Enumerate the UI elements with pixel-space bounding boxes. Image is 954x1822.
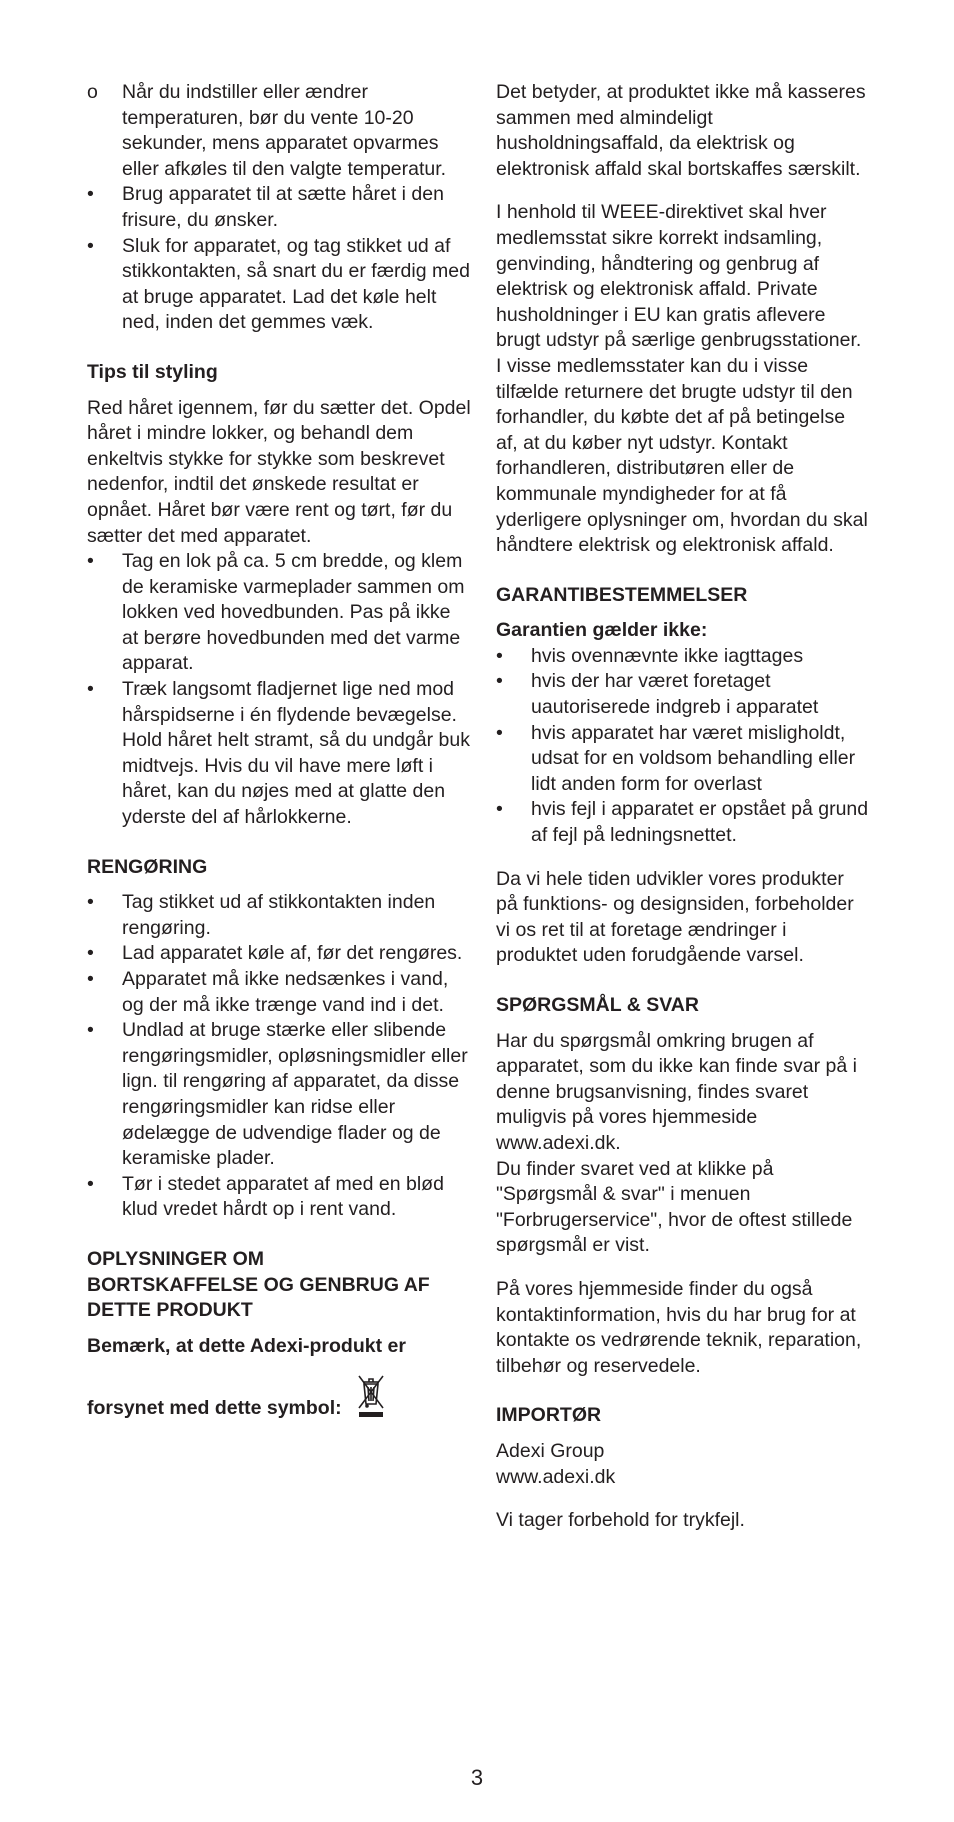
weee-paragraph: I henhold til WEEE-direktivet skal hver medlemsstat sikre korrekt indsamling, genvinding, håndtering og genbrug af elektrisk og elektronisk affald. Private husholdninger i EU kan gratis aflevere brugt udstyr på særlige genbrugsstationer. I visse medlemsstater kan du i visse tilfælde returnere det brugte udstyr til den forhandler, du købte det af på betingelse af, at du køber nyt udstyr. Kontakt forhandleren, distributøren eller de kommunale myndigheder for at få yderligere oplysninger om, hvordan du skal håndtere elektrisk og elektronisk affald. bbox=[496, 201, 868, 557]
importer-url: www.adexi.dk bbox=[496, 1465, 616, 1488]
bullet: • bbox=[87, 550, 94, 573]
importer-heading: IMPORTØR bbox=[496, 1404, 602, 1427]
disposal-heading-line: OPLYSNINGER OM bbox=[87, 1247, 264, 1270]
intro-list bbox=[87, 80, 472, 336]
warranty-subheading: Garantien gælder ikke: bbox=[496, 619, 708, 642]
bullet: • bbox=[87, 942, 94, 965]
faq-paragraph: På vores hjemmeside finder du også kontaktinformation, hvis du har brug for at kontakte os vedrørende teknik, reparation, tilbehør og reservedele. bbox=[496, 1277, 862, 1377]
list-item-text: hvis apparatet har været misligholdt, udsat for en voldsom behandling eller lidt anden form for overlast bbox=[531, 721, 856, 795]
cleaning-list bbox=[87, 890, 472, 1223]
list-item-text: Lad apparatet køle af, før det rengøres. bbox=[122, 942, 463, 965]
list-item-text: Sluk for apparatet, og tag stikket ud af stikkontakten, så snart du er færdig med at bruge apparatet. Lad det køle helt ned, inden det gemmes væk. bbox=[122, 234, 470, 334]
bullet: • bbox=[87, 183, 94, 206]
bullet: • bbox=[496, 644, 503, 667]
left-column bbox=[87, 80, 472, 1421]
list-item-text: Tør i stedet apparatet af med en blød klud vredet hårdt op i rent vand. bbox=[122, 1172, 444, 1221]
list-item-text: Træk langsomt fladjernet lige ned mod hårspidserne i én flydende bevægelse. Hold håret helt stramt, så du undgår buk midtvejs. Hvis du vil have mere løft i håret, kan du nøjes med at glatte den yderste del af hårlokkerne. bbox=[122, 678, 470, 829]
styling-paragraph: Red håret igennem, før du sætter det. Opdel håret i mindre lokker, og behandl dem enkeltvis stykke for stykke som beskrevet nedenfor, indtil det ønskede resultat er opnået. Håret bør være rent og tørt, før du sætter det med apparatet. bbox=[87, 396, 471, 547]
list-item bbox=[87, 549, 472, 677]
list-item bbox=[87, 1018, 472, 1172]
list-item bbox=[496, 797, 871, 848]
disposal-note: Bemærk, at dette Adexi-produkt er bbox=[87, 1334, 406, 1357]
list-item-text: Tag stikket ud af stikkontakten inden rengøring. bbox=[122, 891, 436, 939]
bullet: • bbox=[87, 678, 94, 701]
cleaning-heading: RENGØRING bbox=[87, 855, 208, 878]
list-item-text: Undlad at bruge stærke eller slibende rengøringsmidler, opløsningsmidler eller lign. til rengøring af apparatet, da disse rengøringsmidler kan ridse eller ødelægge de udvendige flader og de keramiske plader. bbox=[122, 1019, 468, 1170]
disposal-heading-line: BORTSKAFFELSE OG GENBRUG AF bbox=[87, 1273, 430, 1296]
disposal-paragraph: Det betyder, at produktet ikke må kasseres sammen med almindeligt husholdningsaffald, da elektrisk og elektronisk affald skal bortskaffes særskilt. bbox=[496, 81, 866, 180]
list-item-text: Når du indstiller eller ændrer temperaturen, bør du vente 10-20 sekunder, mens apparatet opvarmes eller afkøles til den valgte temperatur. bbox=[122, 81, 447, 180]
list-item bbox=[87, 677, 472, 831]
bullet: • bbox=[87, 1172, 94, 1195]
importer-name: Adexi Group bbox=[496, 1439, 605, 1462]
page-number: 3 bbox=[470, 1765, 484, 1790]
list-item-text: hvis fejl i apparatet er opstået på grund af fejl på ledningsnettet. bbox=[531, 798, 869, 847]
warranty-paragraph: Da vi hele tiden udvikler vores produkter på funktions- og designsiden, forbeholder vi os ret til at foretage ændringer i produktet uden forudgående varsel. bbox=[496, 867, 854, 967]
bullet: o bbox=[87, 81, 98, 103]
crossed-out-wheelie-bin-icon bbox=[356, 1373, 386, 1419]
bullet: • bbox=[87, 1019, 94, 1042]
disposal-symbol-line bbox=[87, 1373, 472, 1421]
list-item bbox=[496, 721, 871, 798]
list-item bbox=[87, 182, 472, 233]
warranty-heading: GARANTIBESTEMMELSER bbox=[496, 583, 748, 606]
list-item bbox=[87, 941, 472, 967]
list-item-text: Apparatet må ikke nedsænkes i vand, og der må ikke trænge vand ind i det. bbox=[122, 968, 449, 1016]
bullet: • bbox=[496, 721, 503, 744]
list-item-text: hvis ovennævnte ikke iagttages bbox=[531, 644, 804, 667]
list-item bbox=[87, 967, 472, 1018]
warranty-list bbox=[496, 644, 871, 849]
disposal-note-continued: forsynet med dette symbol: bbox=[87, 1396, 342, 1419]
bullet: • bbox=[496, 798, 503, 821]
list-item-text: Brug apparatet til at sætte håret i den frisure, du ønsker. bbox=[122, 183, 444, 231]
disposal-heading bbox=[87, 1247, 472, 1324]
faq-heading: SPØRGSMÅL & SVAR bbox=[496, 994, 699, 1016]
list-item bbox=[87, 80, 472, 182]
right-column bbox=[496, 80, 871, 1534]
styling-heading: Tips til styling bbox=[87, 360, 218, 383]
bullet: • bbox=[87, 968, 94, 990]
list-item bbox=[496, 669, 871, 720]
faq-paragraph: Du finder svaret ved at klikke på "Spørgsmål & svar" i menuen "Forbrugerservice", hvor de oftest stillede spørgsmål er vist. bbox=[496, 1157, 853, 1257]
disclaimer: Vi tager forbehold for trykfejl. bbox=[496, 1509, 745, 1532]
bullet: • bbox=[87, 234, 94, 257]
list-item bbox=[87, 890, 472, 941]
list-item bbox=[87, 1172, 472, 1223]
bullet: • bbox=[496, 670, 503, 693]
list-item bbox=[87, 234, 472, 336]
list-item bbox=[496, 644, 871, 670]
bullet: • bbox=[87, 891, 94, 914]
list-item-text: Tag en lok på ca. 5 cm bredde, og klem de keramiske varmeplader sammen om lokken ved hovedbunden. Pas på ikke at berøre hovedbunden med det varme apparat. bbox=[122, 550, 465, 675]
faq-paragraph: Har du spørgsmål omkring brugen af apparatet, som du ikke kan finde svar på i denne brugsanvisning, findes svaret muligvis på vores hjemmeside www.adexi.dk. bbox=[496, 1029, 857, 1154]
list-item-text: hvis der har været foretaget uautoriserede indgreb i apparatet bbox=[531, 670, 819, 719]
disposal-heading-line: DETTE PRODUKT bbox=[87, 1299, 253, 1322]
styling-list bbox=[87, 549, 472, 831]
